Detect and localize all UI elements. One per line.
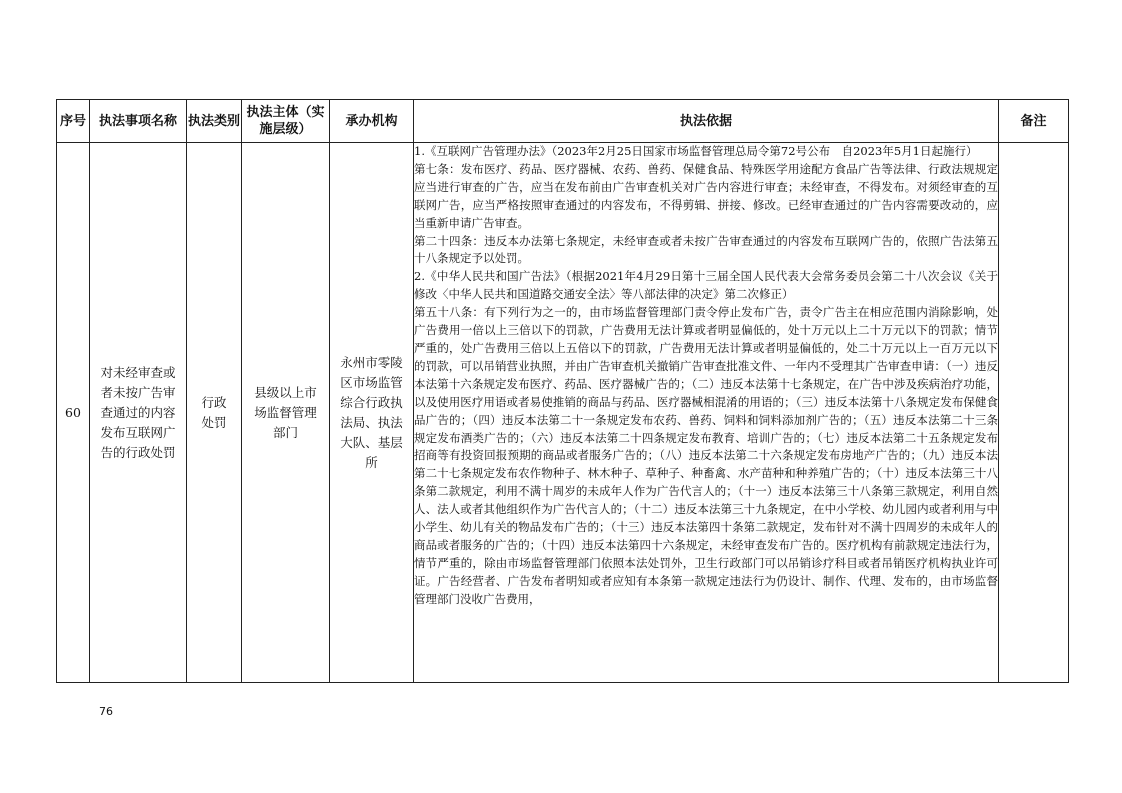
basis-paragraph: 第二十四条：违反本办法第七条规定，未经审查或者未按广告审查通过的内容发布互联网广告的，依照广告法第五十八条规定予以处罚。	[414, 233, 998, 266]
row-remarks	[999, 143, 1069, 683]
header-row	[57, 100, 1069, 143]
table-row	[57, 143, 1069, 683]
header-item-name: 执法事项名称	[90, 100, 187, 143]
enforcement-table	[56, 99, 1069, 683]
row-index: 60	[57, 143, 90, 683]
row-subject: 县级以上市场监督管理部门	[242, 143, 330, 683]
header-remarks: 备注	[999, 100, 1069, 143]
row-category: 行政处罚	[187, 143, 242, 683]
basis-paragraph: 第五十八条：有下列行为之一的，由市场监督管理部门责令停止发布广告，责令广告主在相应范围内消除影响，处广告费用一倍以上三倍以下的罚款，广告费用无法计算或者明显偏低的，处十万元以上二十万元以下的罚款；情节严重的，处广告费用三倍以上五倍以下的罚款，广告费用无法计算或者明显偏低的，处二十万元以上一百万元以下的罚款，可以吊销营业执照，并由广告审查机关撤销广告审查批准文件、一年内不受理其广告审查申请：（一）违反本法第十六条规定发布医疗、药品、医疗器械广告的；（二）违反本法第十七条规定，在广告中涉及疾病治疗功能，以及使用医疗用语或者易使推销的商品与药品、医疗器械相混淆的用语的；（三）违反本法第十八条规定发布保健食品广告的；（四）违反本法第二十一条规定发布农药、兽药、饲料和饲料添加剂广告的；（五）违反本法第二十三条规定发布酒类广告的；（六）违反本法第二十四条规定发布教育、培训广告的；（七）违反本法第二十五条规定发布招商等有投资回报预期的商品或者服务广告的；（八）违反本法第二十六条规定发布房地产广告的；（九）违反本法第二十七条规定发布农作物种子、林木种子、草种子、种畜禽、水产苗种和种养殖广告的；（十）违反本法第三十八条第二款规定，利用不满十周岁的未成年人作为广告代言人的；（十一）违反本法第三十八条第三款规定，利用自然人、法人或者其他组织作为广告代言人的；（十二）违反本法第三十九条规定，在中小学校、幼儿园内或者利用与中小学生、幼儿有关的物品发布广告的；（十三）违反本法第四十条第二款规定，发布针对不满十四周岁的未成年人的商品或者服务的广告的；（十四）违反本法第四十六条规定，未经审查发布广告的。医疗机构有前款规定违法行为，情节严重的，除由市场监督管理部门依照本法处罚外，卫生行政部门可以吊销诊疗科目或者吊销医疗机构执业许可证。广告经营者、广告发布者明知或者应知有本条第一款规定违法行为仍设计、制作、代理、发布的，由市场监督管理部门没收广告费用，	[414, 305, 998, 606]
basis-paragraph: 2.《中华人民共和国广告法》（根据2021年4月29日第十三届全国人民代表大会常务委员会第二十八次会议《关于修改〈中华人民共和国道路交通安全法〉等八部法律的决定》第二次修正）	[414, 269, 998, 302]
row-agency: 永州市零陵区市场监管综合行政执法局、执法大队、基层所	[330, 143, 414, 683]
basis-paragraph: 第七条：发布医疗、药品、医疗器械、农药、兽药、保健食品、特殊医学用途配方食品广告等法律、行政法规规定应当进行审查的广告，应当在发布前由广告审查机关对广告内容进行审查；未经审查，不得发布。对须经审查的互联网广告，应当严格按照审查通过的内容发布，不得剪辑、拼接、修改。已经审查通过的广告内容需要改动的，应当重新申请广告审查。	[414, 161, 998, 230]
header-agency: 承办机构	[330, 100, 414, 143]
basis-paragraph: 1.《互联网广告管理办法》（2023年2月25日国家市场监督管理总局令第72号公布 自2023年5月1日起施行）	[414, 144, 978, 158]
page-number: 76	[99, 705, 113, 718]
header-basis: 执法依据	[414, 100, 999, 143]
header-subject: 执法主体（实施层级）	[242, 100, 330, 143]
row-basis	[414, 143, 999, 683]
row-item-name: 对未经审查或者未按广告审查通过的内容发布互联网广告的行政处罚	[90, 143, 187, 683]
header-index: 序号	[57, 100, 90, 143]
header-category: 执法类别	[187, 100, 242, 143]
